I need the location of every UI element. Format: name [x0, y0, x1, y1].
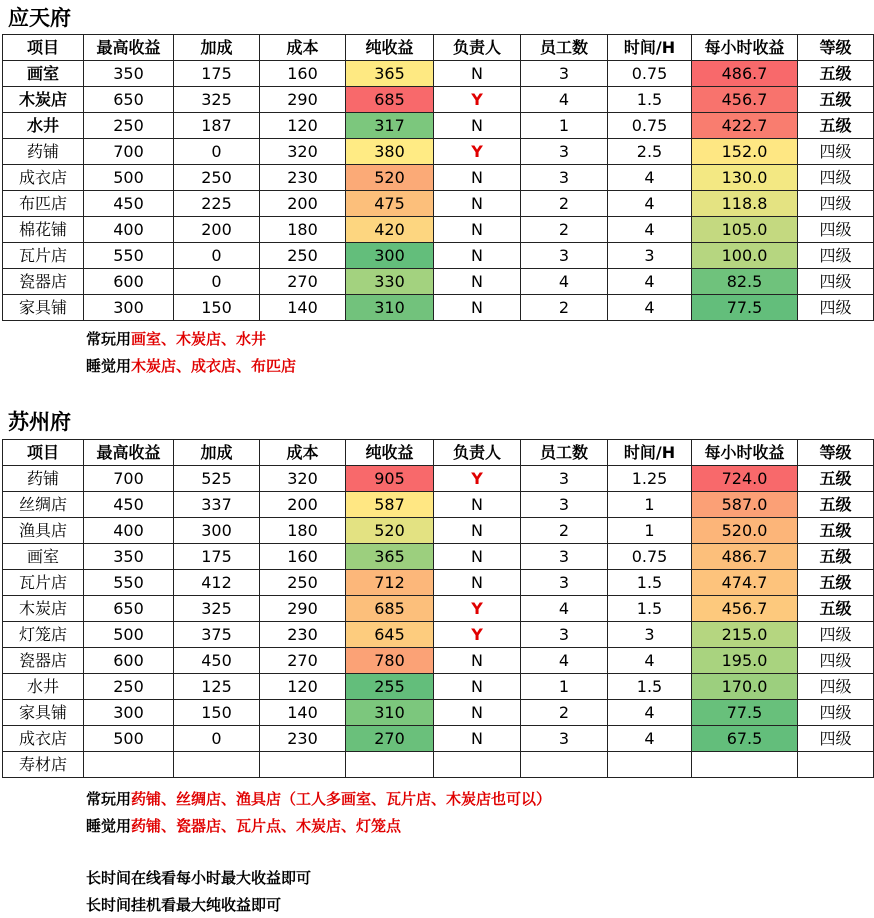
cell-net-income: 520: [346, 518, 434, 544]
cell-name: 药铺: [3, 466, 84, 492]
cell-staff: 4: [521, 87, 608, 113]
cell-owner: Y: [434, 87, 521, 113]
cell-name: 药铺: [3, 139, 84, 165]
cell-hourly-income: 456.7: [692, 596, 798, 622]
cell-owner: N: [434, 295, 521, 321]
cell-net-income: 712: [346, 570, 434, 596]
cell-bonus: 0: [174, 139, 260, 165]
cell-name: 成衣店: [3, 726, 84, 752]
cell-hourly-income: 152.0: [692, 139, 798, 165]
cell-cost: 180: [260, 518, 346, 544]
table-yingtian: [2, 34, 874, 321]
section-title-suzhou: 苏州府: [8, 410, 71, 434]
cell-staff: 3: [521, 726, 608, 752]
cell-cost: 160: [260, 61, 346, 87]
cell-staff: 3: [521, 466, 608, 492]
table-header-row: [3, 35, 874, 61]
cell-bonus: 300: [174, 518, 260, 544]
cell-net-income: 310: [346, 700, 434, 726]
footer-online-tip: 长时间在线看每小时最大收益即可: [86, 869, 312, 887]
cell-owner: [434, 752, 521, 778]
cell-max-income: 600: [84, 269, 174, 295]
header-cell: 最高收益: [84, 35, 174, 61]
cell-level: 四级: [798, 726, 874, 752]
cell-net-income: 475: [346, 191, 434, 217]
cell-hourly-income: 67.5: [692, 726, 798, 752]
cell-owner: N: [434, 544, 521, 570]
cell-name: 成衣店: [3, 165, 84, 191]
cell-max-income: 250: [84, 113, 174, 139]
cell-hourly-income: 422.7: [692, 113, 798, 139]
cell-staff: 3: [521, 544, 608, 570]
table-row: [3, 61, 874, 87]
cell-hourly-income: 170.0: [692, 674, 798, 700]
cell-time: 1.5: [608, 570, 692, 596]
cell-time: 0.75: [608, 61, 692, 87]
cell-owner: Y: [434, 466, 521, 492]
cell-cost: 120: [260, 113, 346, 139]
cell-bonus: 187: [174, 113, 260, 139]
cell-cost: 320: [260, 466, 346, 492]
cell-staff: 3: [521, 61, 608, 87]
cell-level: 四级: [798, 674, 874, 700]
cell-bonus: 0: [174, 726, 260, 752]
cell-cost: 120: [260, 674, 346, 700]
cell-name: 瓦片店: [3, 570, 84, 596]
cell-time: 4: [608, 217, 692, 243]
cell-bonus: 125: [174, 674, 260, 700]
cell-cost: [260, 752, 346, 778]
footer-idle-tip: 长时间挂机看最大纯收益即可: [86, 896, 282, 914]
cell-level: 五级: [798, 113, 874, 139]
cell-staff: 2: [521, 191, 608, 217]
cell-cost: 290: [260, 87, 346, 113]
cell-name: 木炭店: [3, 596, 84, 622]
cell-staff: 4: [521, 269, 608, 295]
cell-bonus: 325: [174, 87, 260, 113]
cell-owner: N: [434, 165, 521, 191]
cell-name: 水井: [3, 674, 84, 700]
cell-hourly-income: 520.0: [692, 518, 798, 544]
cell-bonus: 375: [174, 622, 260, 648]
cell-time: 4: [608, 165, 692, 191]
note-suzhou-play: [86, 789, 551, 809]
cell-max-income: 500: [84, 165, 174, 191]
cell-bonus: [174, 752, 260, 778]
note-items: 画室、木炭店、水井: [131, 330, 267, 348]
table-row: [3, 295, 874, 321]
cell-owner: N: [434, 243, 521, 269]
cell-bonus: 337: [174, 492, 260, 518]
cell-cost: 290: [260, 596, 346, 622]
cell-time: 1.5: [608, 596, 692, 622]
cell-name: 瓦片店: [3, 243, 84, 269]
cell-net-income: 685: [346, 596, 434, 622]
cell-hourly-income: 456.7: [692, 87, 798, 113]
cell-staff: 4: [521, 648, 608, 674]
cell-hourly-income: 105.0: [692, 217, 798, 243]
cell-owner: N: [434, 217, 521, 243]
cell-name: 丝绸店: [3, 492, 84, 518]
cell-bonus: 175: [174, 544, 260, 570]
cell-hourly-income: 82.5: [692, 269, 798, 295]
cell-level: 四级: [798, 622, 874, 648]
cell-name: 布匹店: [3, 191, 84, 217]
note-prefix: 常玩用: [86, 330, 132, 348]
cell-name: 渔具店: [3, 518, 84, 544]
header-cell: 员工数: [521, 35, 608, 61]
cell-name: 画室: [3, 61, 84, 87]
cell-hourly-income: 130.0: [692, 165, 798, 191]
cell-hourly-income: 195.0: [692, 648, 798, 674]
cell-net-income: 645: [346, 622, 434, 648]
table-row: [3, 570, 874, 596]
cell-hourly-income: 77.5: [692, 295, 798, 321]
note-yingtian-sleep: [86, 356, 296, 376]
table-row: [3, 596, 874, 622]
cell-time: 4: [608, 191, 692, 217]
note-items: 木炭店、成衣店、布匹店: [131, 357, 297, 375]
cell-name: 瓷器店: [3, 648, 84, 674]
note-suzhou-sleep: [86, 816, 401, 836]
cell-owner: N: [434, 700, 521, 726]
cell-time: 2.5: [608, 139, 692, 165]
cell-max-income: 300: [84, 295, 174, 321]
cell-owner: N: [434, 113, 521, 139]
cell-staff: 3: [521, 139, 608, 165]
cell-time: 4: [608, 700, 692, 726]
note-yingtian-play: [86, 329, 266, 349]
cell-cost: 140: [260, 700, 346, 726]
cell-time: 4: [608, 269, 692, 295]
table-row: [3, 191, 874, 217]
cell-max-income: 650: [84, 596, 174, 622]
cell-owner: N: [434, 570, 521, 596]
cell-hourly-income: 724.0: [692, 466, 798, 492]
cell-level: 五级: [798, 492, 874, 518]
cell-max-income: 700: [84, 139, 174, 165]
cell-owner: Y: [434, 596, 521, 622]
header-cell: 等级: [798, 440, 874, 466]
cell-bonus: 0: [174, 243, 260, 269]
table-header-row: [3, 440, 874, 466]
cell-net-income: 420: [346, 217, 434, 243]
cell-hourly-income: 474.7: [692, 570, 798, 596]
cell-bonus: 200: [174, 217, 260, 243]
header-cell: 加成: [174, 35, 260, 61]
cell-time: [608, 752, 692, 778]
header-cell: 纯收益: [346, 440, 434, 466]
cell-hourly-income: [692, 752, 798, 778]
section-title-yingtian: 应天府: [8, 6, 71, 30]
cell-time: 3: [608, 622, 692, 648]
header-cell: 纯收益: [346, 35, 434, 61]
cell-staff: [521, 752, 608, 778]
note-items: 药铺、瓷器店、瓦片点、木炭店、灯笼点: [131, 817, 402, 835]
table-row: [3, 466, 874, 492]
cell-cost: 250: [260, 570, 346, 596]
cell-bonus: 150: [174, 295, 260, 321]
cell-level: 五级: [798, 518, 874, 544]
cell-level: 四级: [798, 139, 874, 165]
cell-bonus: 250: [174, 165, 260, 191]
cell-cost: 250: [260, 243, 346, 269]
table-row: [3, 518, 874, 544]
cell-staff: 3: [521, 492, 608, 518]
cell-net-income: 365: [346, 544, 434, 570]
cell-level: 五级: [798, 570, 874, 596]
note-prefix: 睡觉用: [86, 357, 132, 375]
cell-net-income: 685: [346, 87, 434, 113]
cell-cost: 200: [260, 191, 346, 217]
cell-max-income: 350: [84, 61, 174, 87]
cell-staff: 3: [521, 243, 608, 269]
cell-staff: 3: [521, 570, 608, 596]
cell-hourly-income: 587.0: [692, 492, 798, 518]
header-cell: 项目: [3, 440, 84, 466]
table-row: [3, 752, 874, 778]
cell-name: 瓷器店: [3, 269, 84, 295]
cell-max-income: 300: [84, 700, 174, 726]
cell-name: 灯笼店: [3, 622, 84, 648]
cell-owner: N: [434, 648, 521, 674]
cell-name: 画室: [3, 544, 84, 570]
cell-max-income: 550: [84, 243, 174, 269]
cell-level: 五级: [798, 466, 874, 492]
cell-level: 五级: [798, 61, 874, 87]
cell-bonus: 0: [174, 269, 260, 295]
cell-level: 五级: [798, 596, 874, 622]
header-cell: 每小时收益: [692, 440, 798, 466]
cell-bonus: 450: [174, 648, 260, 674]
header-cell: 负责人: [434, 440, 521, 466]
cell-net-income: 255: [346, 674, 434, 700]
cell-max-income: 350: [84, 544, 174, 570]
cell-owner: N: [434, 674, 521, 700]
cell-bonus: 225: [174, 191, 260, 217]
cell-time: 3: [608, 243, 692, 269]
cell-name: 木炭店: [3, 87, 84, 113]
table-row: [3, 139, 874, 165]
cell-bonus: 412: [174, 570, 260, 596]
cell-net-income: 780: [346, 648, 434, 674]
cell-time: 4: [608, 648, 692, 674]
note-items: 药铺、丝绸店、渔具店（工人多画室、瓦片店、木炭店也可以）: [131, 790, 552, 808]
cell-staff: 2: [521, 700, 608, 726]
header-cell: 加成: [174, 440, 260, 466]
cell-max-income: 700: [84, 466, 174, 492]
cell-time: 1.5: [608, 87, 692, 113]
cell-level: 四级: [798, 648, 874, 674]
cell-name: 棉花铺: [3, 217, 84, 243]
cell-net-income: 380: [346, 139, 434, 165]
header-cell: 时间/H: [608, 35, 692, 61]
cell-cost: 160: [260, 544, 346, 570]
cell-owner: Y: [434, 622, 521, 648]
cell-hourly-income: 215.0: [692, 622, 798, 648]
cell-net-income: 365: [346, 61, 434, 87]
cell-cost: 200: [260, 492, 346, 518]
cell-owner: N: [434, 269, 521, 295]
cell-hourly-income: 118.8: [692, 191, 798, 217]
cell-level: 四级: [798, 165, 874, 191]
table-row: [3, 674, 874, 700]
cell-level: 四级: [798, 191, 874, 217]
header-cell: 最高收益: [84, 440, 174, 466]
cell-max-income: 550: [84, 570, 174, 596]
cell-name: 水井: [3, 113, 84, 139]
cell-staff: 1: [521, 674, 608, 700]
cell-max-income: 400: [84, 217, 174, 243]
cell-time: 1.5: [608, 674, 692, 700]
table-row: [3, 113, 874, 139]
cell-level: 五级: [798, 544, 874, 570]
cell-net-income: 310: [346, 295, 434, 321]
cell-max-income: 650: [84, 87, 174, 113]
cell-cost: 230: [260, 726, 346, 752]
cell-level: 四级: [798, 700, 874, 726]
cell-time: 0.75: [608, 113, 692, 139]
cell-net-income: 317: [346, 113, 434, 139]
cell-cost: 180: [260, 217, 346, 243]
cell-staff: 3: [521, 622, 608, 648]
cell-time: 1: [608, 518, 692, 544]
table-suzhou: [2, 439, 874, 778]
cell-max-income: 500: [84, 726, 174, 752]
cell-max-income: 450: [84, 492, 174, 518]
cell-name: 家具铺: [3, 700, 84, 726]
table-row: [3, 165, 874, 191]
header-cell: 员工数: [521, 440, 608, 466]
cell-level: 四级: [798, 269, 874, 295]
cell-time: 0.75: [608, 544, 692, 570]
header-cell: 每小时收益: [692, 35, 798, 61]
cell-cost: 320: [260, 139, 346, 165]
table-row: [3, 726, 874, 752]
header-cell: 时间/H: [608, 440, 692, 466]
cell-time: 1: [608, 492, 692, 518]
header-cell: 负责人: [434, 35, 521, 61]
cell-owner: N: [434, 61, 521, 87]
table-row: [3, 87, 874, 113]
header-cell: 成本: [260, 440, 346, 466]
cell-max-income: 400: [84, 518, 174, 544]
cell-staff: 4: [521, 596, 608, 622]
cell-cost: 230: [260, 622, 346, 648]
cell-cost: 270: [260, 648, 346, 674]
cell-hourly-income: 486.7: [692, 544, 798, 570]
cell-staff: 2: [521, 217, 608, 243]
cell-level: 四级: [798, 295, 874, 321]
cell-hourly-income: 77.5: [692, 700, 798, 726]
cell-cost: 270: [260, 269, 346, 295]
table-row: [3, 648, 874, 674]
cell-owner: N: [434, 191, 521, 217]
cell-hourly-income: 100.0: [692, 243, 798, 269]
cell-max-income: [84, 752, 174, 778]
cell-level: 四级: [798, 217, 874, 243]
cell-time: 4: [608, 726, 692, 752]
cell-net-income: [346, 752, 434, 778]
cell-level: [798, 752, 874, 778]
cell-level: 四级: [798, 243, 874, 269]
cell-level: 五级: [798, 87, 874, 113]
cell-max-income: 450: [84, 191, 174, 217]
cell-time: 4: [608, 295, 692, 321]
cell-net-income: 300: [346, 243, 434, 269]
cell-owner: N: [434, 518, 521, 544]
cell-cost: 230: [260, 165, 346, 191]
cell-name: 寿材店: [3, 752, 84, 778]
cell-bonus: 525: [174, 466, 260, 492]
cell-staff: 1: [521, 113, 608, 139]
table-row: [3, 544, 874, 570]
note-prefix: 睡觉用: [86, 817, 132, 835]
cell-max-income: 250: [84, 674, 174, 700]
table-row: [3, 492, 874, 518]
table-row: [3, 243, 874, 269]
cell-name: 家具铺: [3, 295, 84, 321]
cell-net-income: 587: [346, 492, 434, 518]
cell-max-income: 500: [84, 622, 174, 648]
cell-net-income: 905: [346, 466, 434, 492]
cell-staff: 3: [521, 165, 608, 191]
table-row: [3, 622, 874, 648]
cell-time: 1.25: [608, 466, 692, 492]
cell-staff: 2: [521, 295, 608, 321]
cell-cost: 140: [260, 295, 346, 321]
note-prefix: 常玩用: [86, 790, 132, 808]
table-row: [3, 700, 874, 726]
cell-hourly-income: 486.7: [692, 61, 798, 87]
cell-net-income: 520: [346, 165, 434, 191]
cell-staff: 2: [521, 518, 608, 544]
cell-owner: N: [434, 726, 521, 752]
header-cell: 等级: [798, 35, 874, 61]
cell-bonus: 325: [174, 596, 260, 622]
header-cell: 项目: [3, 35, 84, 61]
cell-owner: N: [434, 492, 521, 518]
cell-owner: Y: [434, 139, 521, 165]
cell-net-income: 270: [346, 726, 434, 752]
cell-max-income: 600: [84, 648, 174, 674]
cell-net-income: 330: [346, 269, 434, 295]
table-row: [3, 217, 874, 243]
header-cell: 成本: [260, 35, 346, 61]
table-row: [3, 269, 874, 295]
cell-bonus: 150: [174, 700, 260, 726]
cell-bonus: 175: [174, 61, 260, 87]
